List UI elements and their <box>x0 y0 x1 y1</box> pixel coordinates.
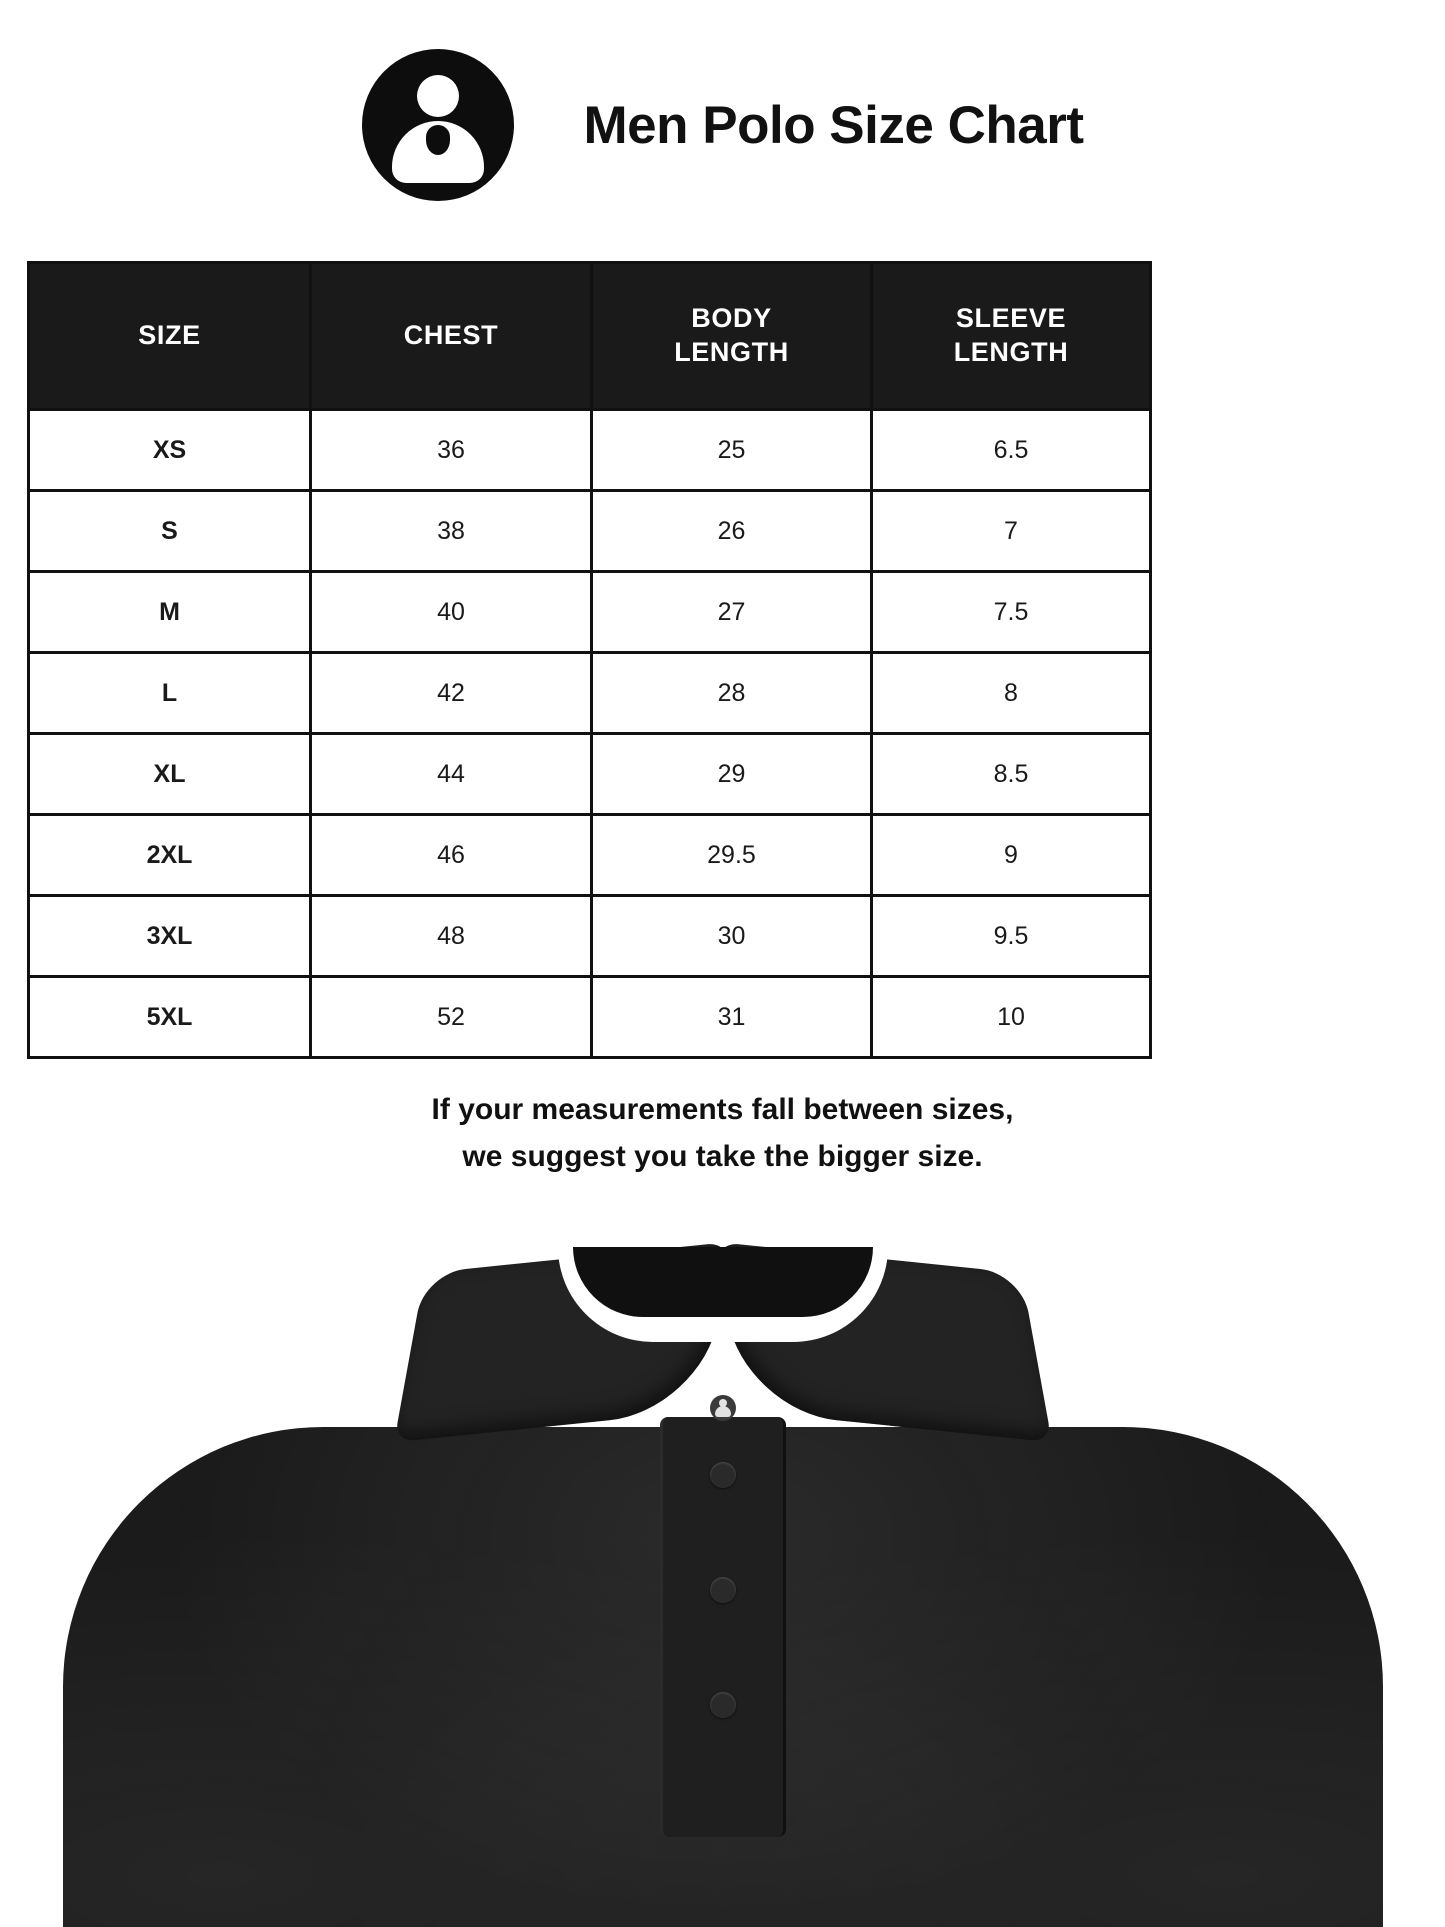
polo-chest-logo-icon <box>710 1395 736 1421</box>
sizing-note <box>0 1087 1445 1180</box>
cell-body-length: 28 <box>592 653 872 734</box>
black-polo-shirt-photo <box>0 1227 1445 1927</box>
cell-sleeve-length: 7.5 <box>872 572 1151 653</box>
cell-sleeve-length: 6.5 <box>872 410 1151 491</box>
cell-chest: 48 <box>311 896 592 977</box>
cell-chest: 46 <box>311 815 592 896</box>
cell-sleeve-length: 9.5 <box>872 896 1151 977</box>
cell-chest: 44 <box>311 734 592 815</box>
table-row <box>29 653 1151 734</box>
cell-sleeve-length: 8.5 <box>872 734 1151 815</box>
cell-size: S <box>29 491 311 572</box>
cell-chest: 42 <box>311 653 592 734</box>
cell-body-length: 31 <box>592 977 872 1058</box>
page-header <box>0 40 1445 210</box>
brand-logo-icon <box>362 49 514 201</box>
polo-neck-opening <box>558 1247 888 1342</box>
cell-body-length: 25 <box>592 410 872 491</box>
cell-chest: 52 <box>311 977 592 1058</box>
column-header-body-length-line1: BODY <box>691 303 772 334</box>
sizing-note-line1: If your measurements fall between sizes, <box>431 1093 1014 1126</box>
polo-button <box>710 1692 736 1718</box>
table-header <box>29 263 1151 410</box>
column-header-sleeve-length-line1: SLEEVE <box>955 303 1067 334</box>
table-row <box>29 815 1151 896</box>
column-header-body-length <box>592 263 872 410</box>
table-row <box>29 572 1151 653</box>
table-body <box>29 410 1151 1058</box>
page-title: Men Polo Size Chart <box>583 95 1084 155</box>
polo-neck-inner <box>573 1247 873 1317</box>
cell-sleeve-length: 10 <box>872 977 1151 1058</box>
table-row <box>29 491 1151 572</box>
cell-sleeve-length: 8 <box>872 653 1151 734</box>
column-header-size: SIZE <box>29 263 311 410</box>
cell-size: 3XL <box>29 896 311 977</box>
table-row <box>29 734 1151 815</box>
cell-body-length: 26 <box>592 491 872 572</box>
table-row <box>29 896 1151 977</box>
cell-body-length: 29 <box>592 734 872 815</box>
sizing-note-line2: we suggest you take the bigger size. <box>462 1139 983 1173</box>
table-row <box>29 410 1151 491</box>
cell-size: 2XL <box>29 815 311 896</box>
cell-body-length: 30 <box>592 896 872 977</box>
table-header-row <box>29 263 1151 410</box>
polo-button <box>710 1577 736 1603</box>
chest-logo-body <box>715 1406 731 1417</box>
polo-button <box>710 1462 736 1488</box>
size-table-container <box>27 261 1149 1059</box>
cell-sleeve-length: 9 <box>872 815 1151 896</box>
logo-head-shape <box>417 75 459 117</box>
cell-size: XL <box>29 734 311 815</box>
table-row <box>29 977 1151 1058</box>
logo-notch-shape <box>426 125 450 155</box>
column-header-chest: CHEST <box>311 263 592 410</box>
column-header-sleeve-length-line2: LENGTH <box>953 337 1069 367</box>
column-header-sleeve-length <box>872 263 1151 410</box>
cell-chest: 36 <box>311 410 592 491</box>
cell-size: M <box>29 572 311 653</box>
cell-size: L <box>29 653 311 734</box>
column-header-body-length-line2: LENGTH <box>674 337 789 367</box>
size-table <box>27 261 1152 1059</box>
cell-chest: 38 <box>311 491 592 572</box>
cell-chest: 40 <box>311 572 592 653</box>
cell-body-length: 29.5 <box>592 815 872 896</box>
cell-body-length: 27 <box>592 572 872 653</box>
cell-size: 5XL <box>29 977 311 1058</box>
polo-shirt-illustration <box>63 1247 1383 1927</box>
cell-size: XS <box>29 410 311 491</box>
cell-sleeve-length: 7 <box>872 491 1151 572</box>
